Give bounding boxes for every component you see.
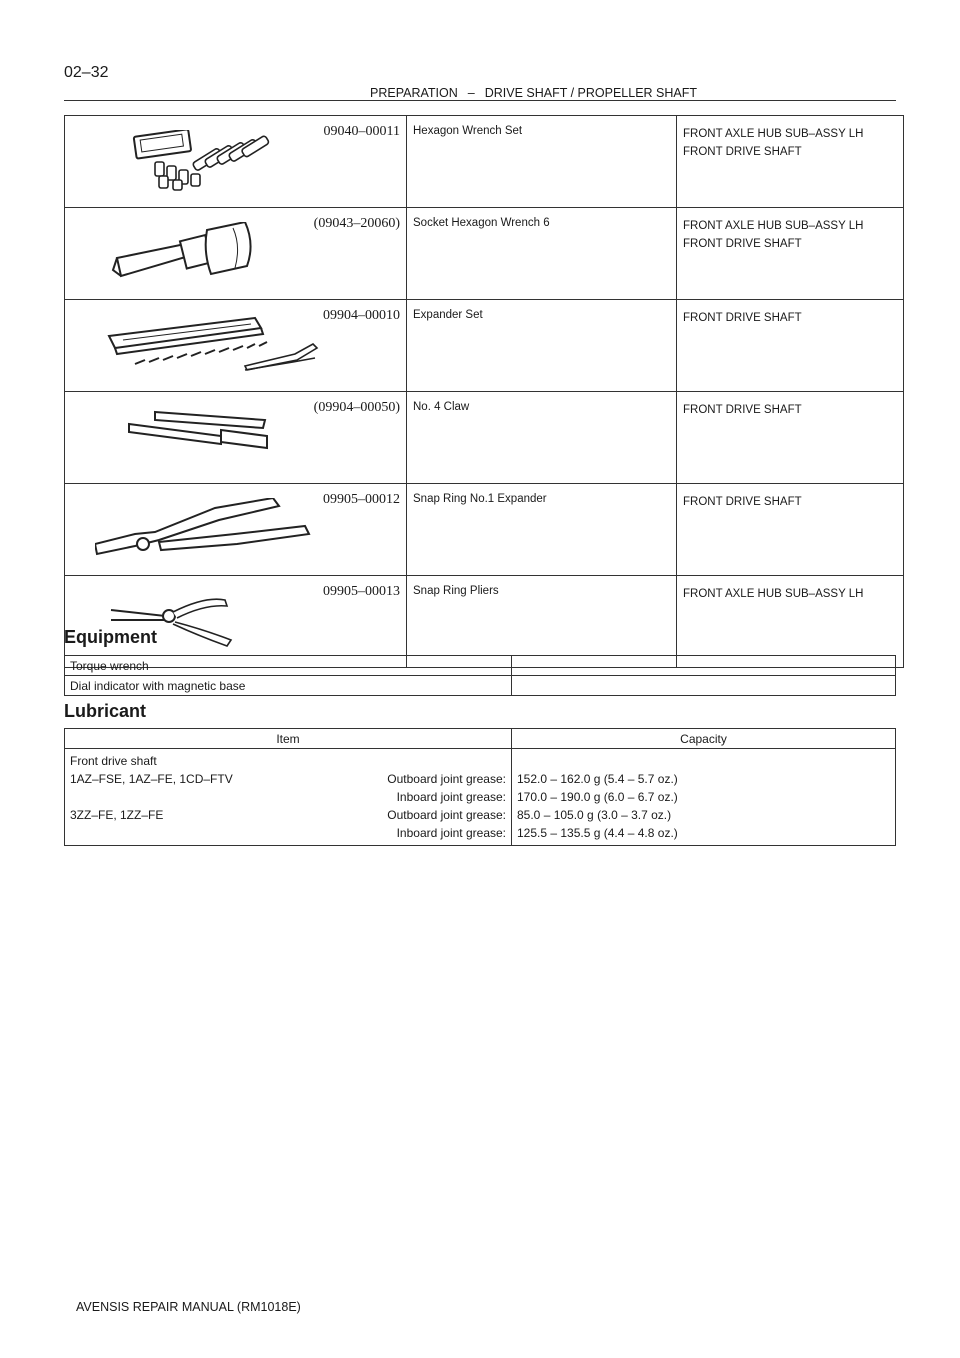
table-row — [65, 676, 896, 696]
table-row — [65, 392, 904, 484]
note-line: FRONT AXLE HUB SUB–ASSY LH — [683, 220, 864, 232]
note-line: FRONT AXLE HUB SUB–ASSY LH — [683, 588, 864, 600]
lubricant-row — [70, 788, 506, 806]
note-line: FRONT DRIVE SHAFT — [683, 404, 802, 416]
engine-label: 3ZZ–FE, 1ZZ–FE — [70, 808, 164, 822]
part-number: (09904–00050) — [313, 400, 400, 415]
lubricant-row — [70, 824, 506, 842]
hexagon-wrench-set-icon — [95, 130, 335, 192]
expander-set-icon — [95, 314, 335, 376]
joint-label: Outboard joint grease: — [387, 808, 506, 822]
tool-name: Hexagon Wrench Set — [407, 116, 677, 208]
subsection-name: DRIVE SHAFT / PROPELLER SHAFT — [484, 86, 698, 100]
tool-cell — [65, 116, 407, 208]
snap-ring-expander-icon — [95, 498, 335, 560]
page-number: 02–32 — [64, 64, 109, 81]
capacity-value: 170.0 – 190.0 g (6.0 – 6.7 oz.) — [517, 790, 678, 804]
manual-footer: AVENSIS REPAIR MANUAL (RM1018E) — [76, 1300, 301, 1314]
header-rule — [64, 100, 896, 101]
tool-notes — [677, 392, 904, 484]
joint-label: Inboard joint grease: — [396, 826, 506, 840]
section-name: PREPARATION — [370, 86, 458, 100]
part-number: 09904–00010 — [323, 308, 400, 323]
tool-name: Socket Hexagon Wrench 6 — [407, 208, 677, 300]
table-row — [65, 749, 896, 846]
equipment-note — [512, 656, 896, 676]
lubricant-group: Front drive shaft — [70, 754, 157, 768]
engine-label: 1AZ–FSE, 1AZ–FE, 1CD–FTV — [70, 772, 233, 786]
part-number: 09040–00011 — [323, 124, 400, 139]
table-row — [65, 576, 904, 668]
section-separator: – — [467, 86, 475, 100]
lubricant-table — [64, 728, 896, 846]
equipment-item: Torque wrench — [65, 656, 512, 676]
capacity-value: 125.5 – 135.5 g (4.4 – 4.8 oz.) — [517, 826, 678, 840]
equipment-note — [512, 676, 896, 696]
note-line: FRONT DRIVE SHAFT — [683, 238, 802, 250]
tool-notes — [677, 576, 904, 668]
tool-cell — [65, 208, 407, 300]
sst-table — [64, 115, 904, 668]
section-title — [370, 86, 697, 100]
table-row — [65, 484, 904, 576]
column-header-item: Item — [65, 729, 512, 749]
part-number: (09043–20060) — [313, 216, 400, 231]
joint-label: Outboard joint grease: — [387, 772, 506, 786]
claw-icon — [95, 406, 335, 468]
tool-notes — [677, 484, 904, 576]
capacity-value: 85.0 – 105.0 g (3.0 – 3.7 oz.) — [517, 808, 672, 822]
capacity-value: 152.0 – 162.0 g (5.4 – 5.7 oz.) — [517, 772, 678, 786]
part-number: 09905–00012 — [323, 492, 400, 507]
part-number: 09905–00013 — [323, 584, 400, 599]
tool-name: Snap Ring No.1 Expander — [407, 484, 677, 576]
equipment-item: Dial indicator with magnetic base — [65, 676, 512, 696]
tool-cell — [65, 484, 407, 576]
table-row — [65, 116, 904, 208]
socket-hexagon-wrench-icon — [95, 222, 335, 284]
table-row — [65, 300, 904, 392]
tool-name: Snap Ring Pliers — [407, 576, 677, 668]
note-line: FRONT DRIVE SHAFT — [683, 146, 802, 158]
tool-notes — [677, 208, 904, 300]
tool-name: No. 4 Claw — [407, 392, 677, 484]
tool-cell — [65, 576, 407, 668]
equipment-heading: Equipment — [64, 627, 157, 647]
note-line: FRONT AXLE HUB SUB–ASSY LH — [683, 128, 864, 140]
lubricant-row — [70, 770, 506, 788]
table-row — [65, 656, 896, 676]
column-header-capacity: Capacity — [512, 729, 896, 749]
tool-cell — [65, 392, 407, 484]
table-header-row — [65, 729, 896, 749]
lubricant-capacity-cell — [512, 749, 896, 846]
equipment-table — [64, 655, 896, 696]
tool-name: Expander Set — [407, 300, 677, 392]
joint-label: Inboard joint grease: — [396, 790, 506, 804]
tool-notes — [677, 116, 904, 208]
lubricant-item-cell — [65, 749, 512, 846]
lubricant-heading: Lubricant — [64, 701, 147, 721]
note-line: FRONT DRIVE SHAFT — [683, 496, 802, 508]
lubricant-row — [70, 806, 506, 824]
note-line: FRONT DRIVE SHAFT — [683, 312, 802, 324]
tool-cell — [65, 300, 407, 392]
table-row — [65, 208, 904, 300]
tool-notes — [677, 300, 904, 392]
